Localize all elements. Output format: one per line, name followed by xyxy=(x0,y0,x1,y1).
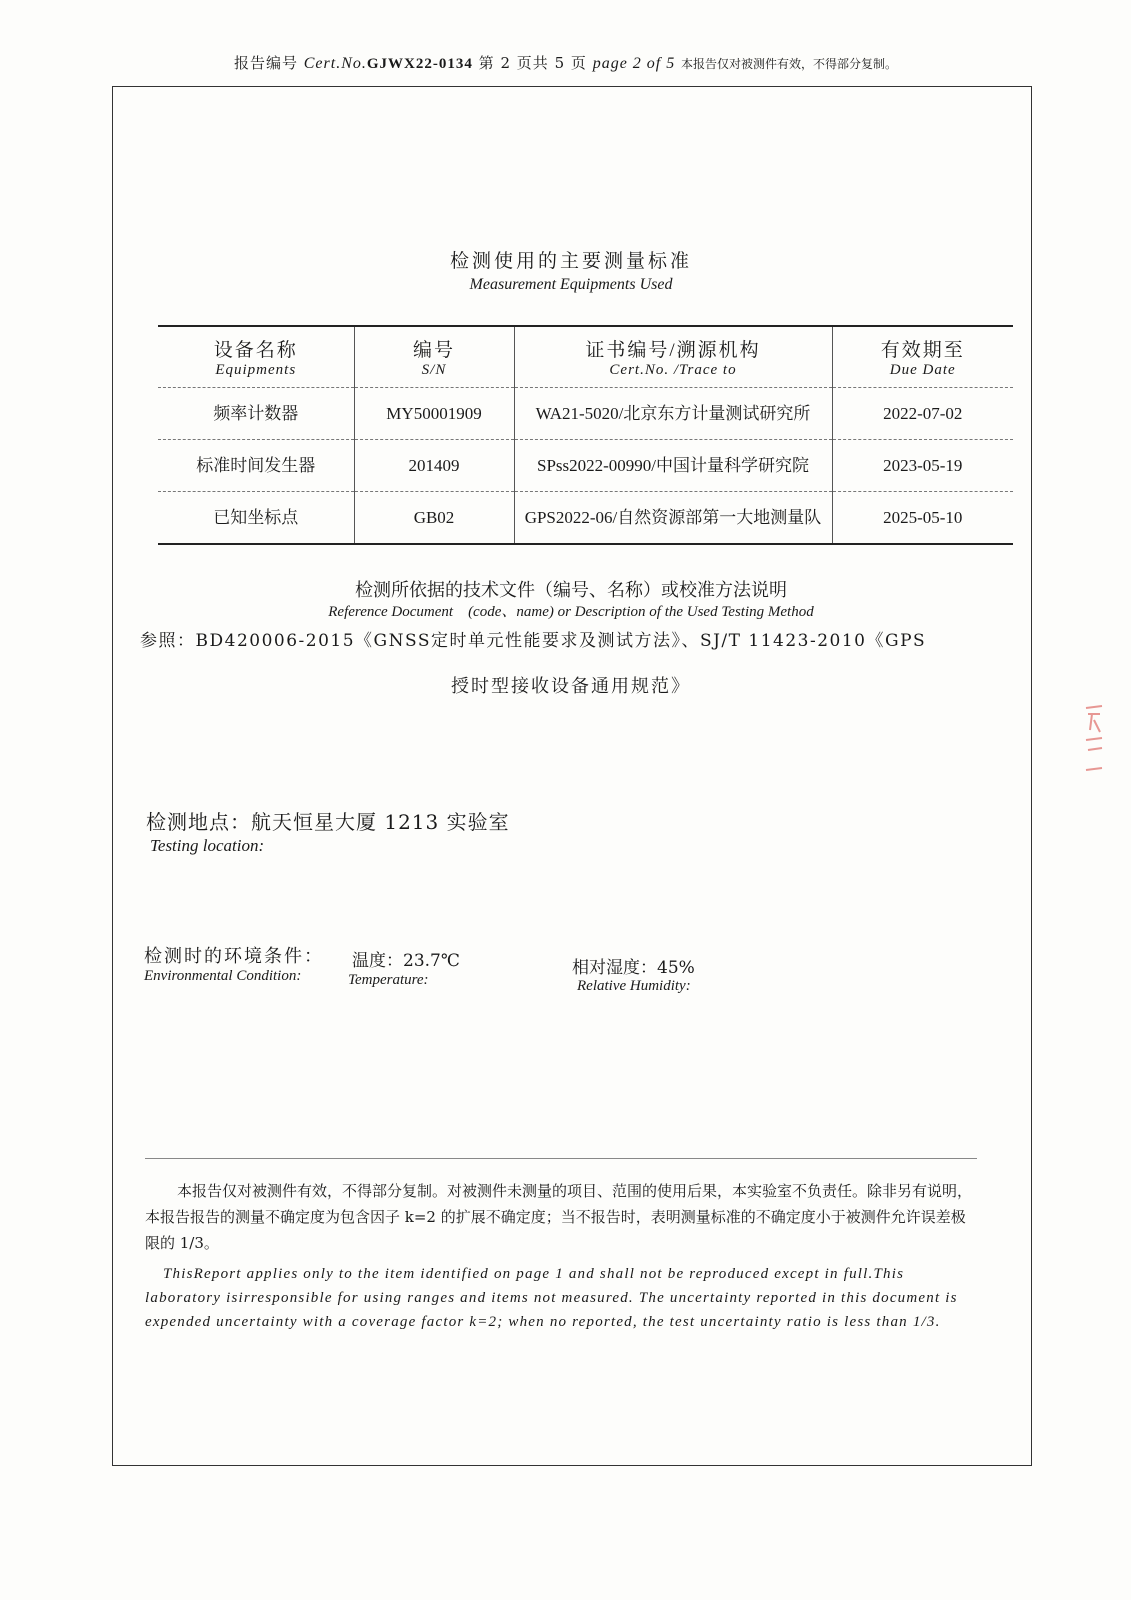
column-header-cert xyxy=(514,326,832,388)
table-row xyxy=(158,440,1013,492)
testing-location-label-en: Testing location: xyxy=(150,836,265,855)
reference-title-en: Reference Document (code、name) or Description of the Used Testing Method xyxy=(328,604,814,620)
equipment-title-cn: 检测使用的主要测量标准 xyxy=(449,250,692,272)
equipment-sn: GB02 xyxy=(354,492,514,545)
equipment-due-date: 2022-07-02 xyxy=(832,388,1013,440)
column-header-en: Cert.No. /Trace to xyxy=(609,362,737,378)
column-header-sn xyxy=(354,326,514,388)
equipment-sn: MY50001909 xyxy=(354,388,514,440)
humidity-value: 相对湿度：45% xyxy=(572,958,695,978)
column-header-en: Equipments xyxy=(215,362,297,378)
disclaimer-en: ThisReport applies only to the item identified on page 1 and shall not be reproduced except in full.This laboratory isirresponsible for using ranges and items not measured. The uncertainty reported in this document is expended uncertainty with a coverage factor k=2; when no reported, the test uncertainty ratio is less than 1/3. xyxy=(145,1266,958,1330)
equipment-cert: SPss2022-00990/中国计量科学研究院 xyxy=(514,440,832,492)
equipment-due-date: 2023-05-19 xyxy=(832,440,1013,492)
environment-label-en: Environmental Condition: xyxy=(144,968,302,984)
table-row xyxy=(158,492,1013,545)
page-mid: 页共 xyxy=(516,54,549,72)
equipment-cert: WA21-5020/北京东方计量测试研究所 xyxy=(514,388,832,440)
report-number-label: 报告编号 xyxy=(233,54,298,72)
report-header xyxy=(0,52,1131,73)
equipment-due-date: 2025-05-10 xyxy=(832,492,1013,545)
humidity-label-en: Relative Humidity: xyxy=(577,978,691,994)
testing-location-value: 航天恒星大厦 1213 实验室 xyxy=(251,810,510,834)
column-header-equipment xyxy=(158,326,354,388)
reference-title-cn: 检测所依据的技术文件（编号、名称）或校准方法说明 xyxy=(355,580,787,601)
cert-number-label: Cert.No. xyxy=(303,55,367,72)
column-header-due-date xyxy=(832,326,1013,388)
column-header-cn: 设备名称 xyxy=(213,340,298,361)
column-header-en: S/N xyxy=(421,362,447,378)
page-english: page 2 of 5 xyxy=(592,55,676,72)
page-prefix: 第 xyxy=(478,54,495,72)
divider xyxy=(145,1158,977,1159)
table-header-row xyxy=(158,326,1013,388)
column-header-en: Due Date xyxy=(889,362,956,378)
equipment-sn: 201409 xyxy=(354,440,514,492)
column-header-cn: 有效期至 xyxy=(880,340,965,361)
testing-location-label: 检测地点： xyxy=(146,810,251,834)
equipment-cert: GPS2022-06/自然资源部第一大地测量队 xyxy=(514,492,832,545)
reference-text-line1: 参照：BD420006-2015《GNSS定时单元性能要求及测试方法》、SJ/T 11423-2010《GPS xyxy=(140,631,927,651)
testing-location xyxy=(146,806,510,835)
page-total: 5 xyxy=(554,54,566,72)
column-header-cn: 证书编号/溯源机构 xyxy=(585,340,761,361)
equipment-name: 频率计数器 xyxy=(158,388,354,440)
page-number: 2 xyxy=(500,54,511,72)
equipment-title-en: Measurement Equipments Used xyxy=(469,276,673,293)
disclaimer-cn: 本报告仅对被测件有效，不得部分复制。对被测件未测量的项目、范围的使用后果，本实验室不负责任。除非另有说明，本报告报告的测量不确定度为包含因子 k=2 的扩展不确定度；当不报告时，表明测量标准的不确定度小于被测件允许误差极限的 1/3。 xyxy=(145,1182,973,1252)
equipment-name: 已知坐标点 xyxy=(158,492,354,545)
temperature-label-en: Temperature: xyxy=(348,972,429,988)
reference-text-line2: 授时型接收设备通用规范》 xyxy=(451,676,691,697)
table-row xyxy=(158,388,1013,440)
validity-note: 本报告仅对被测件有效，不得部分复制。 xyxy=(681,57,898,71)
equipment-table xyxy=(158,325,1013,545)
temperature-value: 温度：23.7℃ xyxy=(352,951,460,971)
environment-label-cn: 检测时的环境条件： xyxy=(144,946,324,967)
seal-fragment xyxy=(1082,700,1104,776)
equipment-name: 标准时间发生器 xyxy=(158,440,354,492)
page-suffix: 页 xyxy=(570,54,587,72)
column-header-cn: 编号 xyxy=(412,340,455,361)
cert-number: GJWX22-0134 xyxy=(366,56,473,72)
